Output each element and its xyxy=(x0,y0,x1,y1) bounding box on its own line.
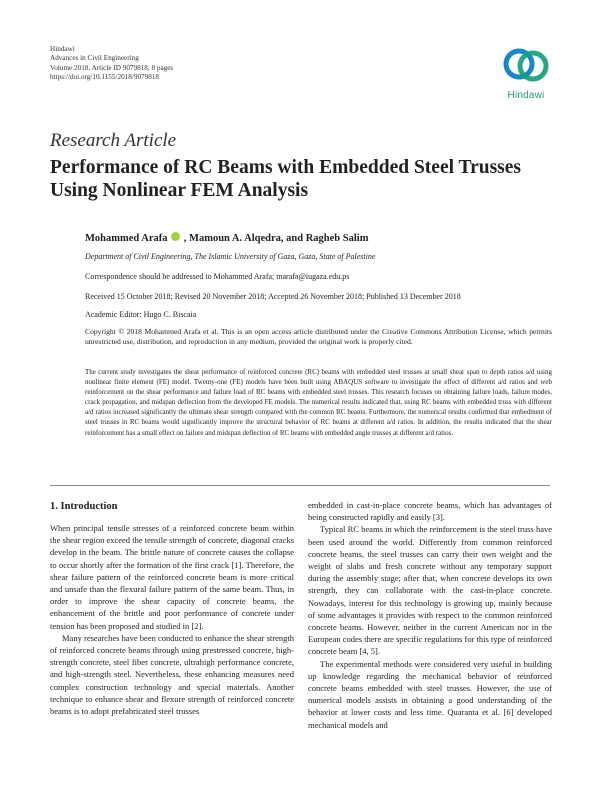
orcid-icon[interactable] xyxy=(171,232,180,241)
author-list xyxy=(85,232,368,244)
doi-link[interactable]: https://doi.org/10.1155/2018/9079818 xyxy=(50,72,160,81)
abstract: The current study investigates the shear performance of reinforced concrete (RC) beams with embedded steel trusses at small shear span to depth ratios a/d using nonlinear finite element (FE) model. Twenty-one (FE) models have been built using ABAQUS software to investigate the effect of different a/d ratios and web reinforcement on the shear performance and failure load of RC beams with embedded steel trusses. This research focuses on obtaining failure loads, failure modes, crack propagation, and midspan deflection from the developed FE models. The numerical results indicated that, using RC beams with embedded truss with different a/d ratios increased significantly the ultimate shear strength compared with the common RC beams. Furthermore, the numerical results confirmed that embedment of steel trusses in RC beams would significantly improve the structural behavior of RC beams at different a/d ratios. In addition, the results indicated that the shear reinforcement has a small effect on failure and midspan deflection of RC beams with embedded angle trusses at different a/d ratios. xyxy=(85,368,552,437)
affiliation: Department of Civil Engineering, The Islamic University of Gaza, Gaza, State of Palestine xyxy=(85,252,376,261)
right-column xyxy=(308,499,552,731)
paragraph: Many researches have been conducted to enhance the shear strength of reinforced concrete beams through using prestressed concrete, high-strength concrete, steel fiber concrete, ultrahigh performance concrete, and high-strength steel. Nevertheless, these enhancing measures need complex construction technology and special materials. Another technique to enhance shear and flexure strength of reinforced concrete beams is to adopt prefabricated steel trusses xyxy=(50,632,294,717)
correspondence: Correspondence should be addressed to Mohammed Arafa; marafa@iugaza.edu.ps xyxy=(85,272,350,281)
author-name[interactable]: Mohammed Arafa xyxy=(85,233,168,244)
academic-editor: Academic Editor: Hugo C. Biscaia xyxy=(85,310,197,319)
paragraph: The experimental methods were considered very useful in building up knowledge regarding the mechanical behavior of reinforced concrete beams embedded with steel trusses. However, the use of numerical models assists in obtaining a good understanding of the behavior at lower costs and less time. Quaranta et al. [6] developed mechanical models and xyxy=(308,658,552,730)
volume-line: Volume 2018, Article ID 9079818, 8 pages xyxy=(50,63,174,72)
journal-metadata xyxy=(50,45,173,82)
publication-dates: Received 15 October 2018; Revised 20 November 2018; Accepted 26 November 2018; Published 13 December 2018 xyxy=(85,292,461,301)
left-column xyxy=(50,522,294,717)
hindawi-logo-text: Hindawi xyxy=(507,90,545,101)
publisher-name: Hindawi xyxy=(50,45,75,53)
paragraph: Typical RC beams in which the reinforcement is the steel truss have been used around the world. Differently from common reinforced concrete beams, the steel trusses can carry their own weight and the weight of slabs and fresh concrete without any temporary support during the assembly stage; after that, when concrete develops its own strength, they can collaborate with the cast-in-place concrete. Nowadays, interest for this technology is growing up, mainly because of some advantages it provides with respect to the common reinforced concrete beams. However, neither in the current American nor in the European codes there are specific regulations for this type of reinforced concrete beam [4, 5]. xyxy=(308,524,552,657)
paragraph: embedded in cast-in-place concrete beams, which has advantages of being constructed rapidly and easily [3]. xyxy=(308,500,552,523)
journal-name: Advances in Civil Engineering xyxy=(50,54,139,63)
hindawi-logo xyxy=(499,44,553,104)
hindawi-logo-icon xyxy=(499,44,553,90)
author-names-rest: , Mamoun A. Alqedra, and Ragheb Salim xyxy=(183,233,369,244)
section-heading: 1. Introduction xyxy=(50,501,118,512)
paragraph: When principal tensile stresses of a reinforced concrete beam within the shear region exceed the tensile strength of concrete, diagonal cracks develop in the beam. The brittle nature of concrete causes the collapse to occur shortly after the formation of the first crack [1]. Therefore, the shear failure pattern of the reinforced concrete beam is more critical and unsafe than the flexural failure pattern of the same beam. Thus, in order to improve the shear capacity of concrete beams, the enhancement of the brittle and poor performance of concrete under tension has been proposed and studied in [2]. xyxy=(50,523,294,631)
section-divider xyxy=(50,485,550,486)
article-type: Research Article xyxy=(50,130,177,151)
paper-title: Performance of RC Beams with Embedded Steel Trusses Using Nonlinear FEM Analysis xyxy=(50,157,522,201)
copyright-notice: Copyright © 2018 Mohammed Arafa et al. This is an open access article distributed under the Creative Commons Attribution License, which permits unrestricted use, distribution, and reproduction in any medium, provided the original work is properly cited. xyxy=(85,327,552,347)
